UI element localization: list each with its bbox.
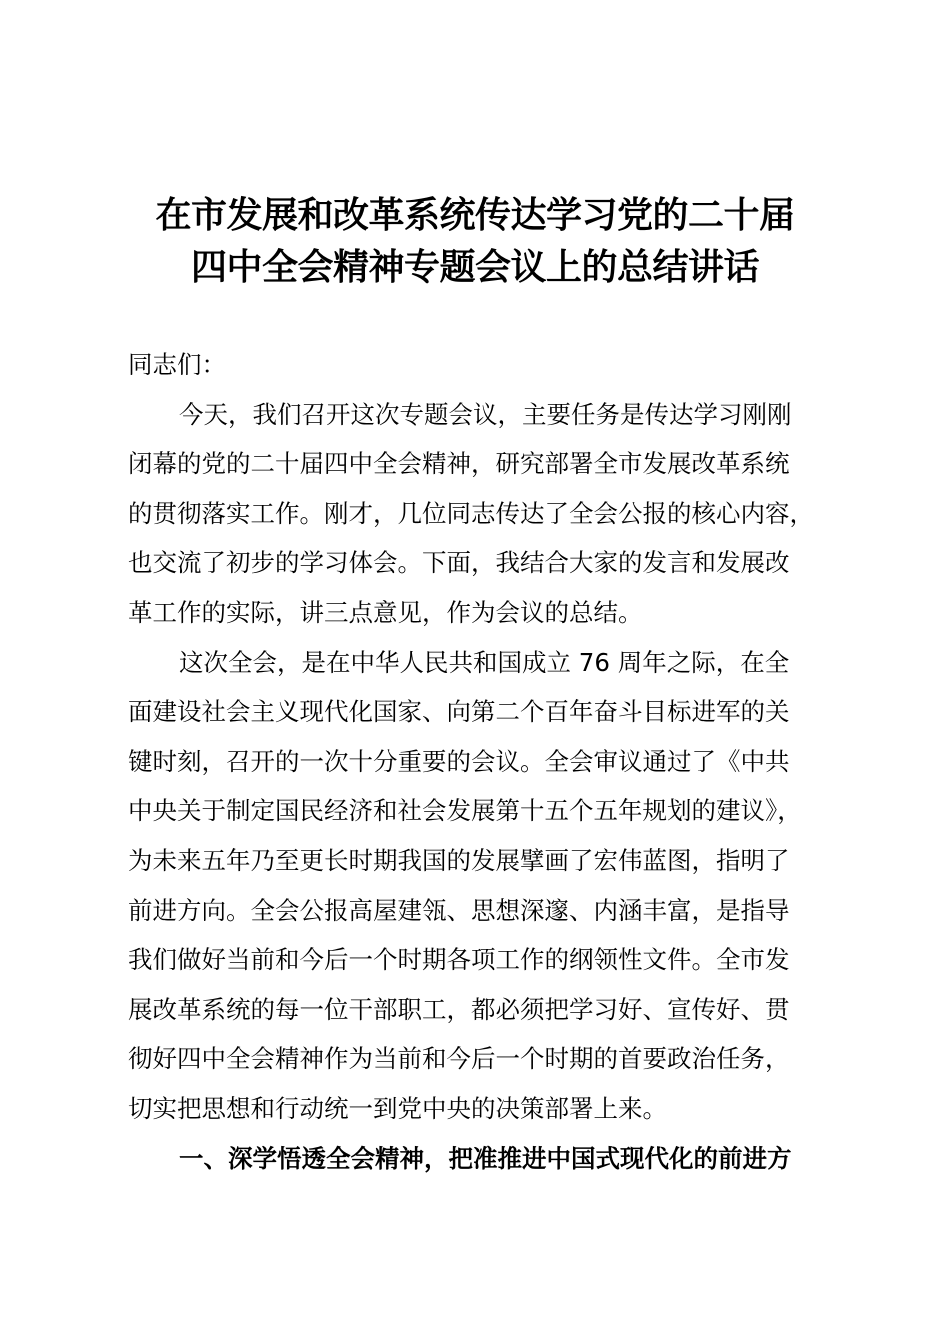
paragraph-line: 前进方向。全会公报高屋建瓴、思想深邃、内涵丰富，是指导 [128, 895, 790, 925]
paragraph-line: 展改革系统的每一位干部职工，都必须把学习好、宣传好、贯 [128, 994, 790, 1024]
paragraph-line: 键时刻，召开的一次十分重要的会议。全会审议通过了《中共 [128, 746, 790, 776]
paragraph-line: 中央关于制定国民经济和社会发展第十五个五年规划的建议》， [128, 796, 802, 826]
paragraph-line: 闭幕的党的二十届四中全会精神，研究部署全市发展改革系统 [128, 449, 790, 479]
paragraph-line: 我们做好当前和今后一个时期各项工作的纲领性文件。全市发 [128, 945, 790, 975]
paragraph-line: 的贯彻落实工作。刚才，几位同志传达了全会公报的核心内容， [128, 498, 814, 528]
paragraph-2 [128, 638, 828, 1134]
paragraph-line: 革工作的实际，讲三点意见，作为会议的总结。 [128, 597, 643, 627]
title-line-2: 四中全会精神专题会议上的总结讲话 [190, 247, 759, 288]
paragraph-line: 今天，我们召开这次专题会议，主要任务是传达学习刚刚 [179, 399, 792, 429]
document-body [128, 340, 828, 1183]
document-title [100, 190, 850, 294]
section-heading-1: 一、深学悟透全会精神，把准推进中国式现代化的前进方 [179, 1143, 792, 1173]
paragraph-line: 也交流了初步的学习体会。下面，我结合大家的发言和发展改 [128, 548, 790, 578]
title-line-1: 在市发展和改革系统传达学习党的二十届 [155, 195, 795, 236]
paragraph-line: 为未来五年乃至更长时期我国的发展擘画了宏伟蓝图，指明了 [128, 845, 790, 875]
paragraph-1 [128, 390, 828, 638]
salutation: 同志们： [128, 350, 226, 379]
paragraph-line: 切实把思想和行动统一到党中央的决策部署上来。 [128, 1093, 667, 1123]
paragraph-line: 面建设社会主义现代化国家、向第二个百年奋斗目标进军的关 [128, 697, 790, 727]
paragraph-line: 这次全会，是在中华人民共和国成立 76 周年之际，在全 [179, 647, 790, 677]
paragraph-line: 彻好四中全会精神作为当前和今后一个时期的首要政治任务， [128, 1044, 790, 1074]
